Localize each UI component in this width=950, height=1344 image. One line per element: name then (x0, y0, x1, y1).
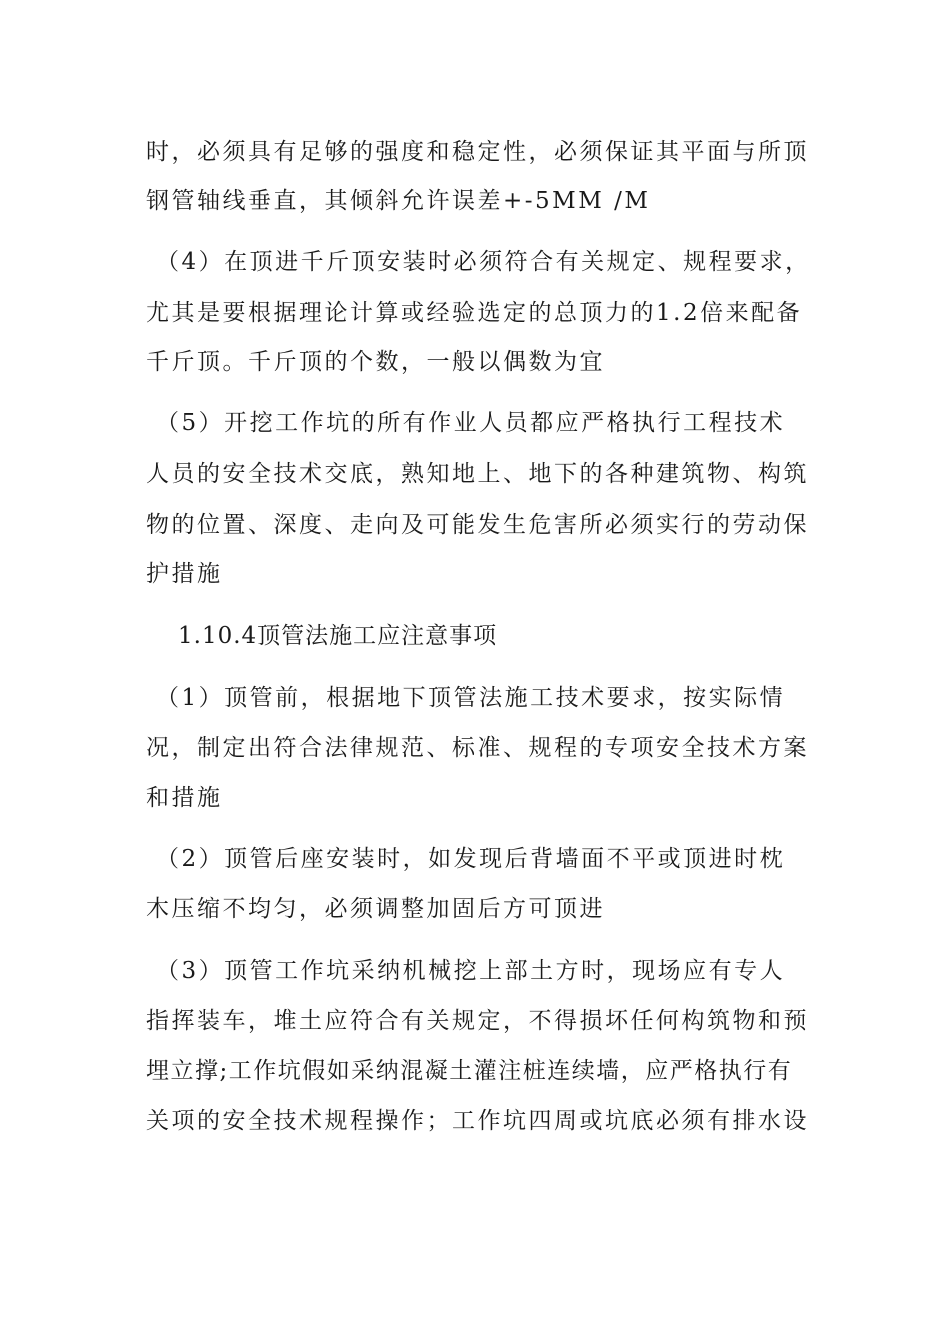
text-line: 尤其是要根据理论计算或经验选定的总顶力的1.2倍来配备 (146, 300, 803, 326)
text-line: 人员的安全技术交底，熟知地上、地下的各种建筑物、构筑 (146, 461, 809, 487)
text-line: 埋立撑;工作坑假如采纳混凝土灌注桩连续墙，应严格执行有 (146, 1058, 793, 1084)
text-line: 指挥装车，堆土应符合有关规定，不得损坏任何构筑物和预 (146, 1008, 809, 1034)
section-heading: 1.10.4顶管法施工应注意事项 (178, 623, 498, 649)
text-line: 时，必须具有足够的强度和稳定性，必须保证其平面与所顶 (146, 139, 809, 165)
paragraph-2-line: （2）顶管后座安装时，如发现后背墙面不平或顶进时枕 (156, 846, 786, 872)
paragraph-1-line: （1）顶管前，根据地下顶管法施工技术要求，按实际情 (156, 685, 786, 711)
text-line: 关项的安全技术规程操作；工作坑四周或坑底必须有排水设 (146, 1108, 809, 1134)
text-line: 护措施 (146, 561, 223, 587)
text-line: 况，制定出符合法律规范、标准、规程的专项安全技术方案 (146, 735, 809, 761)
text-line: 物的位置、深度、走向及可能发生危害所必须实行的劳动保 (146, 512, 809, 538)
text-line: 木压缩不均匀，必须调整加固后方可顶进 (146, 896, 605, 922)
text-line: 和措施 (146, 785, 223, 811)
text-line: 千斤顶。千斤顶的个数，一般以偶数为宜 (146, 349, 605, 375)
text-line: 钢管轴线垂直，其倾斜允许误差+-5MM /M (146, 188, 651, 214)
paragraph-5-line: （5）开挖工作坑的所有作业人员都应严格执行工程技术 (156, 410, 786, 436)
paragraph-4-line: （4）在顶进千斤顶安装时必须符合有关规定、规程要求， (156, 249, 811, 275)
paragraph-3-line: （3）顶管工作坑采纳机械挖上部土方时，现场应有专人 (156, 958, 786, 984)
